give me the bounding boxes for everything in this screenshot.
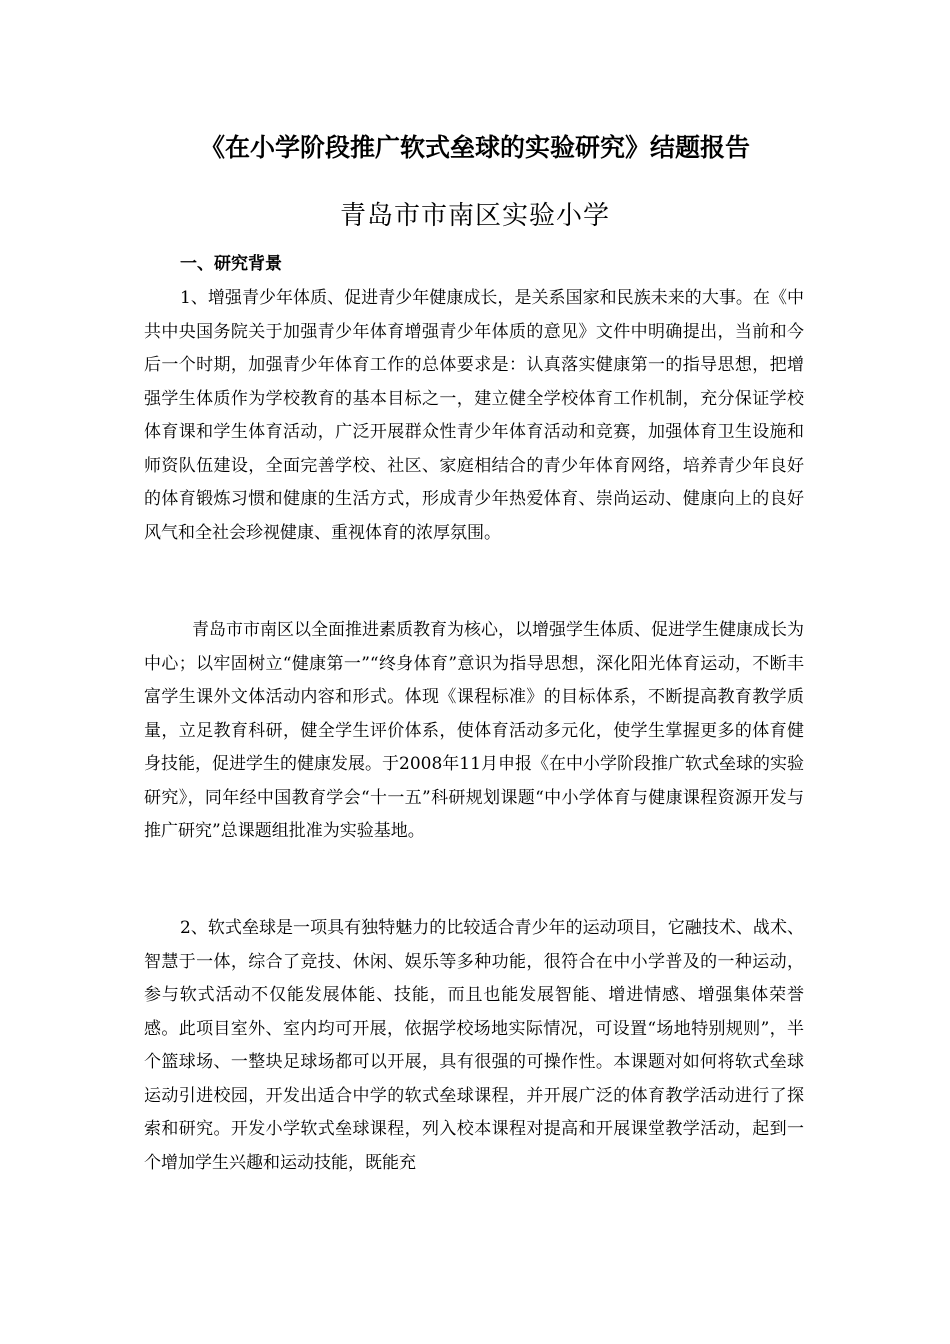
document-title: 《在小学阶段推广软式垒球的实验研究》结题报告 (199, 133, 750, 162)
section-heading: 一、研究背景 (180, 254, 282, 274)
paragraph-3: 2、软式垒球是一项具有独特魅力的比较适合青少年的运动项目，它融技术、战术、智慧于一体，综合了竞技、休闲、娱乐等多种功能，很符合在中小学普及的一种运动，参与软式活动不仅能发展体能、技能，而且也能发展智能、增进情感、增强集体荣誉感。此项目室外、室内均可开展，依据学校场地实际情况，可设置“场地特别规则”，半个篮球场、一整块足球场都可以开展，具有很强的可操作性。本课题对如何将软式垒球运动引进校园，开发出适合中学的软式垒球课程，并开展广泛的体育教学活动进行了探索和研究。开发小学软式垒球课程，列入校本课程对提高和开展课堂教学活动，起到一个增加学生兴趣和运动技能，既能充 (144, 918, 804, 1173)
document-author: 青岛市市南区实验小学 (339, 201, 610, 231)
paragraph-1: 1、增强青少年体质、促进青少年健康成长，是关系国家和民族未来的大事。在《中共中央国务院关于加强青少年体育增强青少年体质的意见》文件中明确提出，当前和今后一个时期，加强青少年体育工作的总体要求是：认真落实健康第一的指导思想，把增强学生体质作为学校教育的基本目标之一，建立健全学校体育工作机制，充分保证学校体育课和学生体育活动，广泛开展群众性青少年体育活动和竞赛，加强体育卫生设施和师资队伍建设，全面完善学校、社区、家庭相结合的青少年体育网络，培养青少年良好的体育锻炼习惯和健康的生活方式，形成青少年热爱体育、崇尚运动、健康向上的良好风气和全社会珍视健康、重视体育的浓厚氛围。 (144, 288, 804, 543)
paragraph-2: 青岛市市南区以全面推进素质教育为核心，以增强学生体质、促进学生健康成长为中心；以牢固树立“健康第一”“终身体育”意识为指导思想，深化阳光体育运动，不断丰富学生课外文体活动内容和形式。体现《课程标准》的目标体系，不断提高教育教学质量，立足教育科研，健全学生评价体系，使体育活动多元化，使学生掌握更多的体育健身技能，促进学生的健康发展。于2008年11月申报《在中小学阶段推广软式垒球的实验研究》，同年经中国教育学会“十一五”科研规划课题“中小学体育与健康课程资源开发与推广研究”总课题组批准为实验基地。 (144, 620, 804, 841)
